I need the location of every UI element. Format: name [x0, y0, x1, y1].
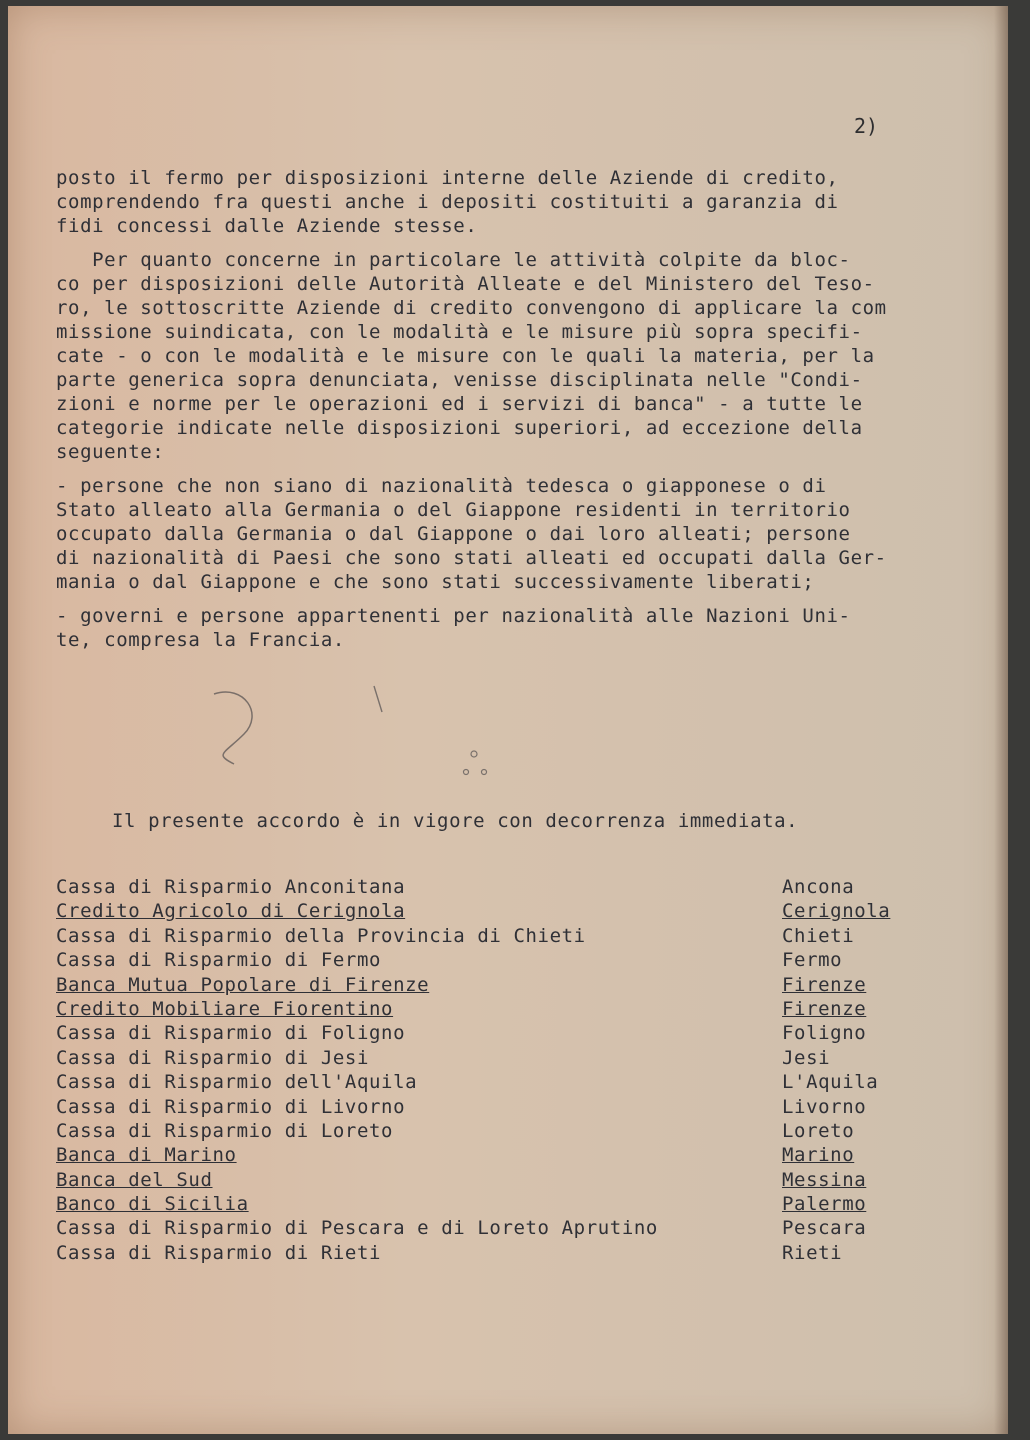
- text-line: - persone che non siano di nazionalità tedesca o giapponese o di: [56, 475, 827, 497]
- text-line: missione suindicata, con le modalità e le misure più sopra specifi-: [56, 321, 863, 343]
- bank-city: Messina: [782, 1168, 867, 1191]
- text-line: zioni e norme per le operazioni ed i servizi di banca" - a tutte le: [56, 393, 863, 415]
- bank-name: Cassa di Risparmio dell'Aquila: [56, 1071, 418, 1094]
- agreement-statement: Il presente accordo è in vigore con decorrenza immediata.: [112, 810, 799, 832]
- bank-city: Loreto: [782, 1119, 855, 1142]
- page-number: 2): [854, 114, 879, 138]
- bank-row: [56, 1047, 966, 1071]
- page-fold-shadow: [994, 6, 1008, 1434]
- bank-city: Chieti: [782, 924, 855, 947]
- paragraph-4: [56, 604, 966, 652]
- text-line: co per disposizioni delle Autorità Alleate e del Ministero del Teso-: [56, 273, 875, 295]
- bank-name: Cassa di Risparmio di Fermo: [56, 949, 382, 972]
- bank-city: Fermo: [782, 949, 843, 972]
- signature-mark: [204, 674, 504, 784]
- bank-city: Livorno: [782, 1095, 867, 1118]
- bank-row: [56, 900, 966, 924]
- bank-row: [56, 1022, 966, 1046]
- bank-name: Cassa di Risparmio di Pescara e di Loreto Aprutino: [56, 1217, 658, 1240]
- bank-name: Banca del Sud: [56, 1168, 213, 1191]
- text-line: occupato dalla Germania o dal Giappone o dai loro alleati; persone: [56, 523, 851, 545]
- text-line: fidi concessi dalle Aziende stesse.: [56, 215, 478, 237]
- bank-city: Pescara: [782, 1217, 867, 1240]
- bank-city: Marino: [782, 1144, 855, 1167]
- bank-name: Banco di Sicilia: [56, 1193, 249, 1216]
- text-line: Stato alleato alla Germania o del Giappone residenti in territorio: [56, 499, 851, 521]
- bank-city: Firenze: [782, 973, 867, 996]
- text-line: - governi e persone appartenenti per nazionalità alle Nazioni Uni-: [56, 605, 851, 627]
- bank-name: Cassa di Risparmio Anconitana: [56, 876, 406, 898]
- text-line: Per quanto concerne in particolare le attività colpite da bloc-: [56, 249, 851, 271]
- paragraph-3: [56, 474, 966, 594]
- bank-row: [56, 1144, 966, 1168]
- bank-city: Cerignola: [782, 900, 891, 923]
- text-line: te, compresa la Francia.: [56, 629, 345, 651]
- bank-name: Credito Agricolo di Cerignola: [56, 900, 406, 923]
- bank-city: Firenze: [782, 997, 867, 1020]
- bank-row: [56, 949, 966, 973]
- bank-row: [56, 1071, 966, 1095]
- bank-row: [56, 974, 966, 998]
- bank-city: L'Aquila: [782, 1071, 879, 1094]
- bank-name: Cassa di Risparmio di Livorno: [56, 1095, 406, 1118]
- bank-row: [56, 1120, 966, 1144]
- bank-row: [56, 876, 966, 900]
- text-line: categorie indicate nelle disposizioni superiori, ad eccezione della: [56, 417, 863, 439]
- signatory-banks-list: [56, 876, 966, 1266]
- bank-row: [56, 925, 966, 949]
- bank-row: [56, 1242, 966, 1266]
- bank-name: Banca di Marino: [56, 1144, 237, 1167]
- text-line: comprendendo fra questi anche i depositi costituiti a garanzia di: [56, 191, 839, 213]
- bank-row: [56, 998, 966, 1022]
- text-line: posto il fermo per disposizioni interne delle Aziende di credito,: [56, 167, 839, 189]
- document-page: [8, 6, 1008, 1434]
- body-text: [56, 166, 966, 662]
- bank-name: Cassa di Risparmio di Foligno: [56, 1022, 406, 1045]
- text-line: ro, le sottoscritte Aziende di credito convengono di applicare la com: [56, 297, 887, 319]
- bank-city: Palermo: [782, 1193, 867, 1216]
- text-line: di nazionalità di Paesi che sono stati alleati ed occupati dalla Ger-: [56, 547, 887, 569]
- bank-city: Ancona: [782, 876, 855, 898]
- paragraph-2: [56, 248, 966, 464]
- paragraph-1: [56, 166, 966, 238]
- bank-name: Cassa di Risparmio di Rieti: [56, 1241, 382, 1264]
- bank-city: Foligno: [782, 1022, 867, 1045]
- bank-row: [56, 1193, 966, 1217]
- text-line: parte generica sopra denunciata, venisse disciplinata nelle "Condi-: [56, 369, 863, 391]
- bank-city: Jesi: [782, 1046, 831, 1069]
- text-line: cate - o con le modalità e le misure con le quali la materia, per la: [56, 345, 875, 367]
- bank-name: Cassa di Risparmio di Loreto: [56, 1119, 394, 1142]
- bank-name: Cassa di Risparmio di Jesi: [56, 1046, 370, 1069]
- bank-row: [56, 1217, 966, 1241]
- bank-name: Banca Mutua Popolare di Firenze: [56, 973, 430, 996]
- text-line: mania o dal Giappone e che sono stati successivamente liberati;: [56, 571, 815, 593]
- bank-row: [56, 1096, 966, 1120]
- bank-row: [56, 1169, 966, 1193]
- bank-city: Rieti: [782, 1241, 843, 1264]
- bank-name: Cassa di Risparmio della Provincia di Chieti: [56, 924, 586, 947]
- bank-name: Credito Mobiliare Fiorentino: [56, 997, 394, 1020]
- text-line: seguente:: [56, 441, 165, 463]
